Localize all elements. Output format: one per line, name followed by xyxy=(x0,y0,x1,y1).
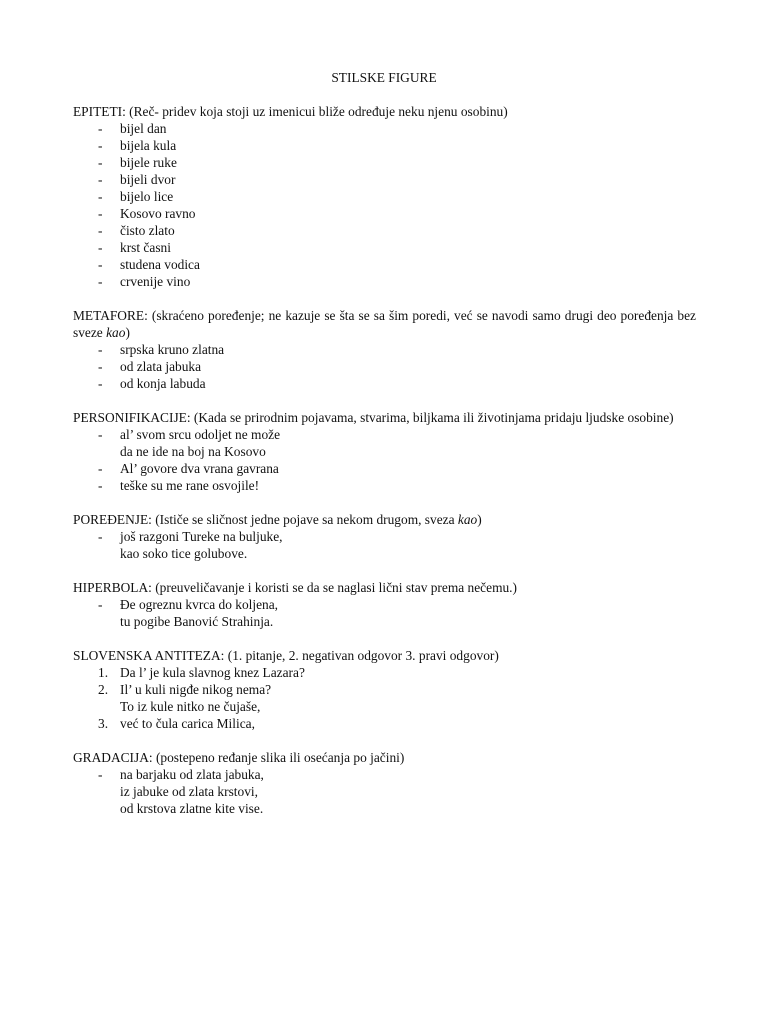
section-heading-text-end: ) xyxy=(477,512,482,527)
list-item-text: bijeli dvor xyxy=(120,172,176,187)
document-body xyxy=(73,103,696,834)
list-marker: - xyxy=(98,223,103,238)
list-marker: - xyxy=(98,529,103,544)
section-hiperbola xyxy=(73,579,696,630)
list-item-text: krst časni xyxy=(120,240,171,255)
bullet-list xyxy=(73,120,696,290)
section-heading: SLOVENSKA ANTITEZA: (1. pitanje, 2. negativan odgovor 3. pravi odgovor) xyxy=(73,648,499,663)
list-item-text: To iz kule nitko ne čujaše, xyxy=(120,699,261,714)
list-marker: - xyxy=(98,206,103,221)
list-marker: - xyxy=(98,461,103,476)
section-heading-text: POREĐENJE: (Ističe se sličnost jedne pojave sa nekom drugom, sveza xyxy=(73,512,458,527)
section-heading: GRADACIJA: (postepeno ređanje slika ili osećanja po jačini) xyxy=(73,750,405,765)
list-item-text: srpska kruno zlatna xyxy=(120,342,225,357)
list-item xyxy=(73,715,696,732)
list-marker: - xyxy=(98,342,103,357)
list-item-text: bijela kula xyxy=(120,138,177,153)
list-item-text: od zlata jabuka xyxy=(120,359,202,374)
list-item xyxy=(73,137,696,154)
section-metafore xyxy=(73,307,696,392)
list-item xyxy=(73,171,696,188)
list-marker: - xyxy=(98,172,103,187)
section-heading-text: METAFORE: (skraćeno poređenje; ne kazuje se šta se sa šim poredi, već se navodi samo drugi deo poređenja bez sveze xyxy=(73,308,696,340)
list-item xyxy=(73,256,696,273)
list-item-text: al’ svom srcu odoljet ne može xyxy=(120,427,281,442)
section-slovenska-antiteza xyxy=(73,647,696,732)
list-number: 3. xyxy=(98,716,109,731)
bullet-list xyxy=(73,596,696,630)
list-item xyxy=(73,426,696,460)
section-heading-emphasis: kao xyxy=(106,325,126,340)
list-marker: - xyxy=(98,427,103,442)
list-item-text: iz jabuke od zlata krstovi, xyxy=(120,784,258,799)
section-heading-emphasis: kao xyxy=(457,512,478,527)
bullet-list xyxy=(73,341,696,392)
list-item xyxy=(73,273,696,290)
list-item xyxy=(73,375,696,392)
list-marker: - xyxy=(98,376,103,391)
page-title: STILSKE FIGURE xyxy=(331,70,437,85)
list-marker: - xyxy=(98,359,103,374)
list-item xyxy=(73,681,696,715)
section-epiteti xyxy=(73,103,696,290)
list-number: 2. xyxy=(98,682,109,697)
list-item xyxy=(73,460,696,477)
list-item-text: tu pogibe Banović Strahinja. xyxy=(120,614,274,629)
section-heading: HIPERBOLA: (preuveličavanje i koristi se da se naglasi lični stav prema nečemu.) xyxy=(73,580,517,595)
list-item-text: studena vodica xyxy=(120,257,200,272)
list-item xyxy=(73,596,696,630)
list-item xyxy=(73,477,696,494)
list-item xyxy=(73,154,696,171)
list-item-text: Kosovo ravno xyxy=(120,206,196,221)
bullet-list xyxy=(73,426,696,494)
list-marker: - xyxy=(98,597,103,612)
list-item-text: kao soko tice golubove. xyxy=(120,546,248,561)
list-number: 1. xyxy=(98,665,109,680)
list-marker: - xyxy=(98,257,103,272)
list-item-text: Da l’ je kula slavnog knez Lazara? xyxy=(120,665,305,680)
section-heading xyxy=(73,511,696,528)
section-heading xyxy=(73,307,696,341)
bullet-list xyxy=(73,528,696,562)
list-item xyxy=(73,358,696,375)
list-item-text: od krstova zlatne kite vise. xyxy=(120,801,264,816)
list-marker: - xyxy=(98,155,103,170)
list-item-text: teške su me rane osvojile! xyxy=(120,478,260,493)
list-item-text: da ne ide na boj na Kosovo xyxy=(120,444,266,459)
list-item xyxy=(73,341,696,358)
list-item-text: još razgoni Tureke na buljuke, xyxy=(120,529,283,544)
list-marker: - xyxy=(98,240,103,255)
list-item xyxy=(73,188,696,205)
list-item xyxy=(73,120,696,137)
section-personifikacije xyxy=(73,409,696,494)
list-item xyxy=(73,528,696,562)
list-item-text: na barjaku od zlata jabuka, xyxy=(120,767,264,782)
list-item-text: Al’ govore dva vrana gavrana xyxy=(120,461,279,476)
list-item-text: Đe ogreznu kvrca do koljena, xyxy=(120,597,279,612)
section-heading-text-end: ) xyxy=(125,325,130,340)
list-item-text: već to čula carica Milica, xyxy=(120,716,255,731)
numbered-list xyxy=(73,664,696,732)
list-item-text: bijele ruke xyxy=(120,155,177,170)
list-item-text: čisto zlato xyxy=(120,223,175,238)
list-item-text: bijelo lice xyxy=(120,189,174,204)
list-marker: - xyxy=(98,478,103,493)
list-item xyxy=(73,239,696,256)
section-heading: PERSONIFIKACIJE: (Kada se prirodnim pojavama, stvarima, biljkama ili životinjama pridaju ljudske osobine) xyxy=(73,410,674,425)
list-marker: - xyxy=(98,121,103,136)
list-item xyxy=(73,205,696,222)
list-marker: - xyxy=(98,767,103,782)
list-marker: - xyxy=(98,189,103,204)
bullet-list xyxy=(73,766,696,817)
section-heading: EPITETI: (Reč- pridev koja stoji uz imenicui bliže određuje neku njenu osobinu) xyxy=(73,104,508,119)
list-marker: - xyxy=(98,274,103,289)
list-item xyxy=(73,664,696,681)
list-item-text: crvenije vino xyxy=(120,274,191,289)
list-item xyxy=(73,222,696,239)
section-gradacija xyxy=(73,749,696,817)
list-item-text: bijel dan xyxy=(120,121,167,136)
list-marker: - xyxy=(98,138,103,153)
section-poredjenje xyxy=(73,511,696,562)
list-item xyxy=(73,766,696,817)
list-item-text: Il’ u kuli nigđe nikog nema? xyxy=(120,682,272,697)
list-item-text: od konja labuda xyxy=(120,376,206,391)
